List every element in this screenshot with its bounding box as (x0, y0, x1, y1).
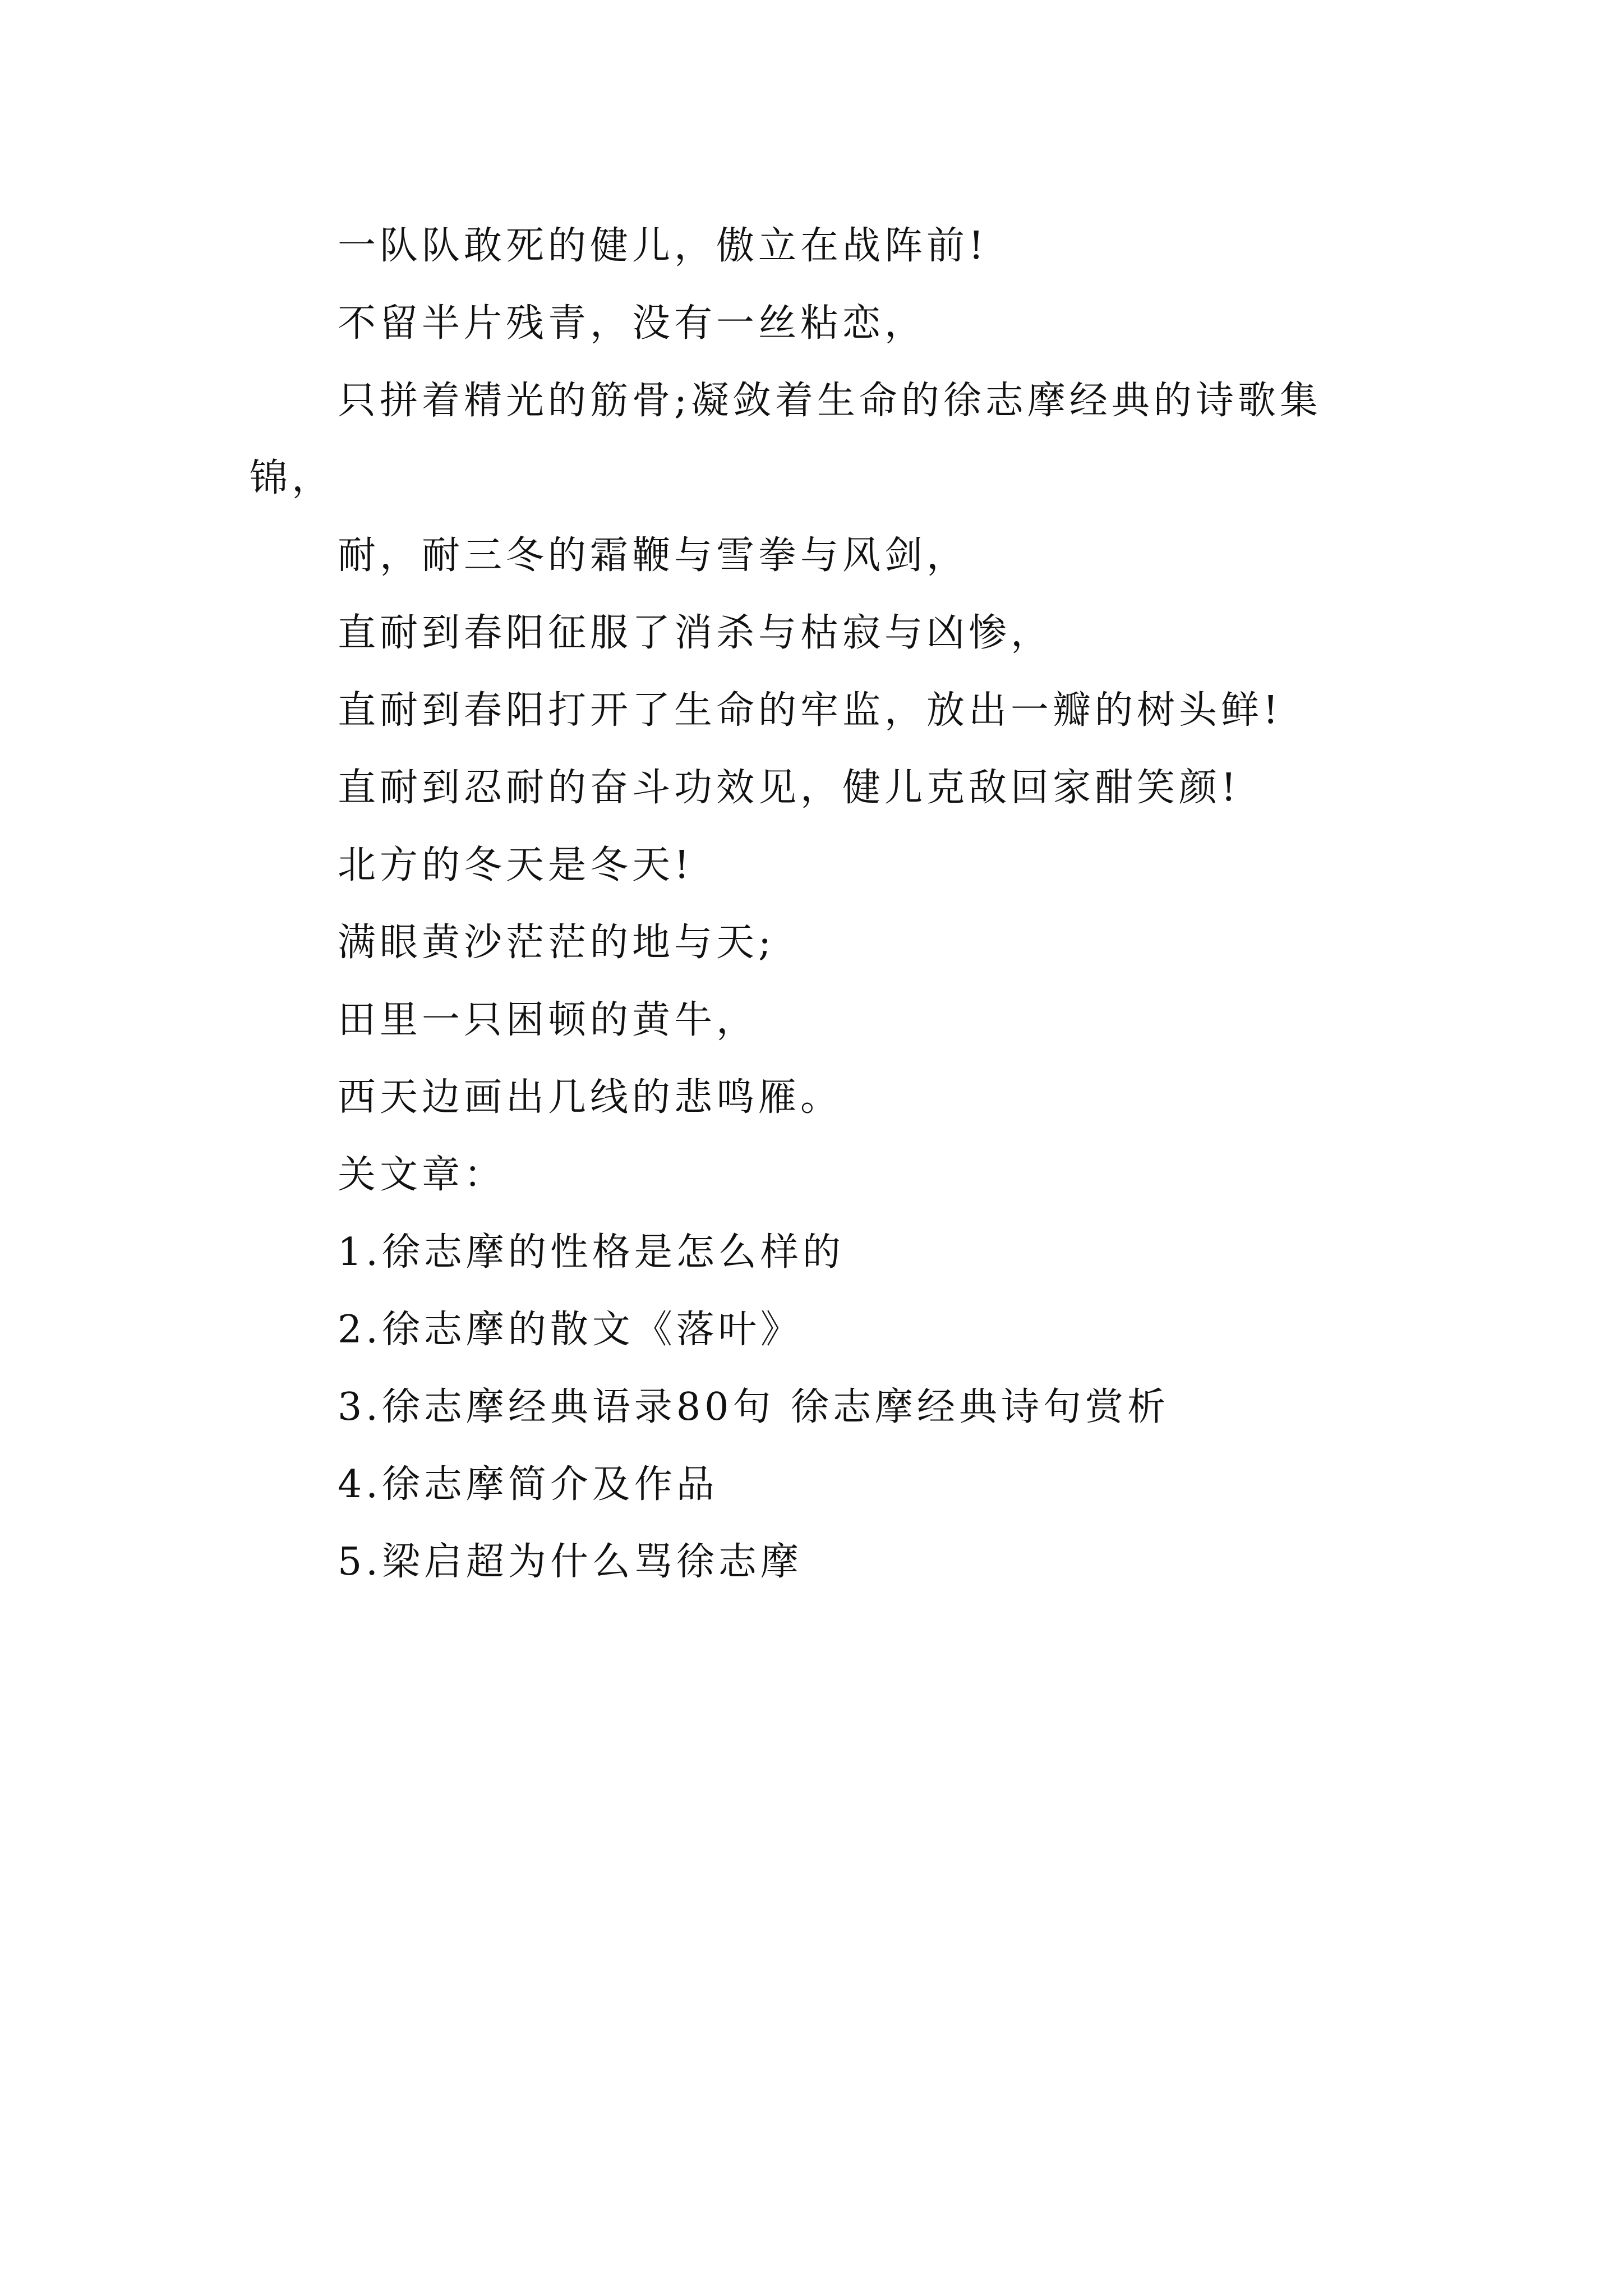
poem-line: 满眼黄沙茫茫的地与天; (338, 921, 775, 965)
related-articles-heading: 关文章： (338, 1153, 506, 1197)
document-body (250, 208, 1394, 1601)
poem-line: 耐，耐三冬的霜鞭与雪拳与风剑， (338, 533, 969, 578)
poem-line: 不留半片残青，没有一丝粘恋， (338, 301, 927, 346)
related-article-link[interactable]: 3.徐志摩经典语录80句 徐志摩经典诗句赏析 (338, 1385, 1170, 1429)
poem-line: 北方的冬天是冬天! (338, 843, 694, 887)
poem-line: 直耐到春阳打开了生命的牢监，放出一瓣的树头鲜! (338, 688, 1283, 733)
poem-line: 一队队敢死的健儿，傲立在战阵前! (338, 224, 988, 268)
related-article-link[interactable]: 4.徐志摩简介及作品 (338, 1462, 718, 1507)
poem-line: 田里一只困顿的黄牛， (338, 998, 759, 1042)
poem-line: 只拼着精光的筋骨;凝敛着生命的徐志摩经典的诗歌集锦， (250, 379, 1322, 500)
poem-line: 直耐到春阳征服了消杀与枯寂与凶惨， (338, 611, 1053, 655)
poem-line: 直耐到忍耐的奋斗功效见，健儿克敌回家酣笑颜! (338, 766, 1241, 810)
related-article-link[interactable]: 2.徐志摩的散文《落叶》 (338, 1308, 803, 1352)
related-article-link[interactable]: 5.梁启超为什么骂徐志摩 (338, 1540, 803, 1584)
related-article-link[interactable]: 1.徐志摩的性格是怎么样的 (338, 1230, 845, 1274)
poem-line: 西天边画出几线的悲鸣雁。 (338, 1075, 843, 1120)
